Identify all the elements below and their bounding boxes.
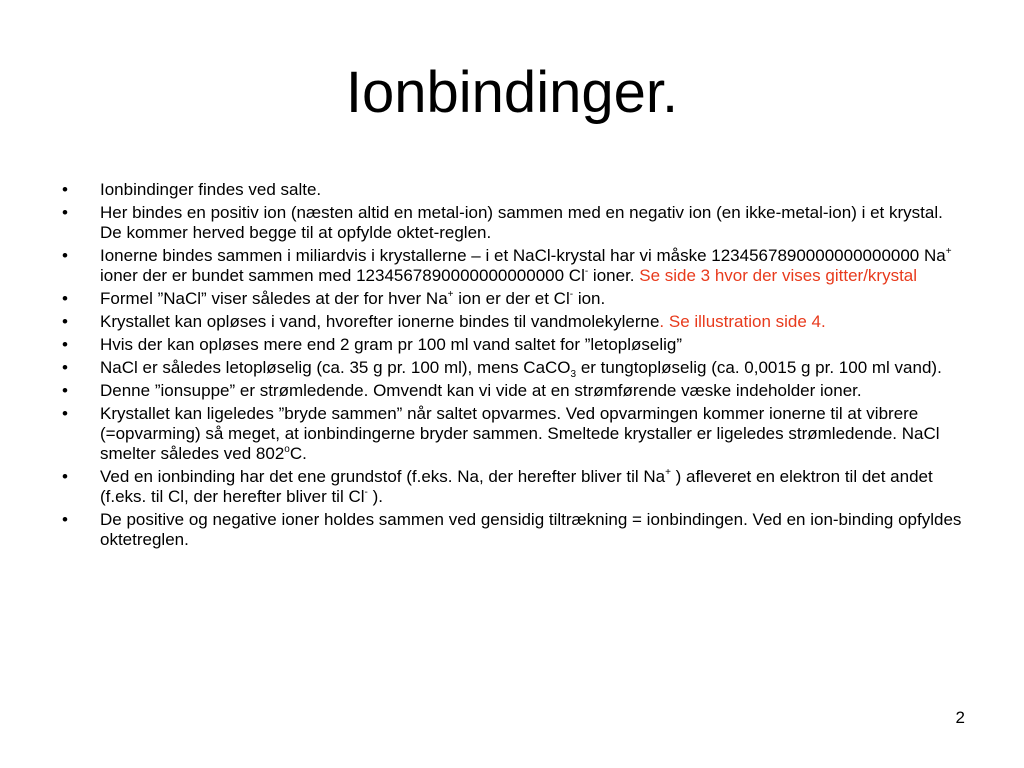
bullet-icon: • xyxy=(62,358,68,377)
bullet-text: Formel ”NaCl” viser således at der for hver Na xyxy=(100,289,448,308)
bullet-text: ioner. xyxy=(588,266,640,285)
bullet-text: De positive og negative ioner holdes sammen ved gensidig tiltrækning = ionbindingen. Ved en ion-binding opfyldes oktetreglen. xyxy=(100,510,962,549)
bullet-icon: • xyxy=(62,246,68,265)
ion-charge-superscript: + xyxy=(447,289,454,300)
ion-charge-superscript: + xyxy=(945,246,952,257)
slide-title: Ionbindinger. xyxy=(345,60,679,125)
bullet-icon: • xyxy=(62,335,68,354)
bullet-icon: • xyxy=(62,381,68,400)
ion-charge-superscript: + xyxy=(665,467,671,478)
bullet-text: C. xyxy=(289,444,307,463)
bullet-item xyxy=(62,203,967,243)
degree-superscript: o xyxy=(284,444,290,455)
bullet-item xyxy=(62,246,967,286)
bullet-icon: • xyxy=(62,289,68,308)
bullet-item xyxy=(62,289,967,309)
bullet-text: ). xyxy=(367,487,383,506)
bullet-text: er tungtopløselig (ca. 0,0015 g pr. 100 ml vand). xyxy=(576,358,942,377)
bullet-item xyxy=(62,180,967,200)
bullet-item xyxy=(62,381,967,401)
bullet-item xyxy=(62,335,967,355)
bullet-text: Krystallet kan opløses i vand, hvorefter ionerne bindes til vandmolekylerne xyxy=(100,312,660,331)
bullet-text: Her bindes en positiv ion (næsten altid en metal-ion) sammen med en negativ ion (en ikke-metal-ion) i et krystal. De kommer herved begge til at opfylde oktet-reglen. xyxy=(100,203,943,242)
bullet-text: NaCl er således letopløselig (ca. 35 g pr. 100 ml), mens CaCO xyxy=(100,358,571,377)
formula-subscript: 3 xyxy=(570,369,577,380)
bullet-icon: • xyxy=(62,203,68,222)
bullet-icon: • xyxy=(62,467,68,486)
bullet-text: ion. xyxy=(573,289,606,308)
bullet-text: Ionerne bindes sammen i miliardvis i krystallerne – i et NaCl-krystal har vi måske 1234567890000000000000 Na xyxy=(100,246,946,265)
bullet-text: ) afleveret en elektron til det andet (f.eks. til Cl, der herefter bliver til Cl xyxy=(100,467,933,506)
slide-reference-link: . Se illustration side 4. xyxy=(659,312,826,331)
bullet-list xyxy=(62,180,967,553)
bullet-text: ion er der et Cl xyxy=(453,289,570,308)
bullet-item xyxy=(62,312,967,332)
bullet-icon: • xyxy=(62,510,68,529)
ion-charge-superscript: - xyxy=(364,487,368,498)
bullet-text: Hvis der kan opløses mere end 2 gram pr 100 ml vand saltet for ”letopløselig” xyxy=(100,335,683,354)
bullet-item xyxy=(62,404,967,464)
slide-reference-link: Se side 3 hvor der vises gitter/krystal xyxy=(639,266,918,285)
bullet-icon: • xyxy=(62,312,68,331)
bullet-item xyxy=(62,467,967,507)
ion-charge-superscript: - xyxy=(569,289,574,300)
bullet-text: Krystallet kan ligeledes ”bryde sammen” når saltet opvarmes. Ved opvarmingen kommer ionerne til at vibrere (=opvarming) så meget, at ionbindingerne bryder sammen. Smeltede krystaller er ligeledes strømledende. NaCl smelter således ved 802 xyxy=(100,404,940,463)
bullet-text: ioner der er bundet sammen med 1234567890000000000000 Cl xyxy=(100,266,585,285)
page-number: 2 xyxy=(955,708,965,727)
bullet-item xyxy=(62,358,967,378)
bullet-text: Ved en ionbinding har det ene grundstof (f.eks. Na, der herefter bliver til Na xyxy=(100,467,666,486)
bullet-text: Ionbindinger findes ved salte. xyxy=(100,180,322,199)
ion-charge-superscript: - xyxy=(584,266,589,277)
bullet-item xyxy=(62,510,967,550)
bullet-icon: • xyxy=(62,180,68,199)
bullet-text: Denne ”ionsuppe” er strømledende. Omvendt kan vi vide at en strømførende væske indeholder ioner. xyxy=(100,381,862,400)
bullet-icon: • xyxy=(62,404,68,423)
